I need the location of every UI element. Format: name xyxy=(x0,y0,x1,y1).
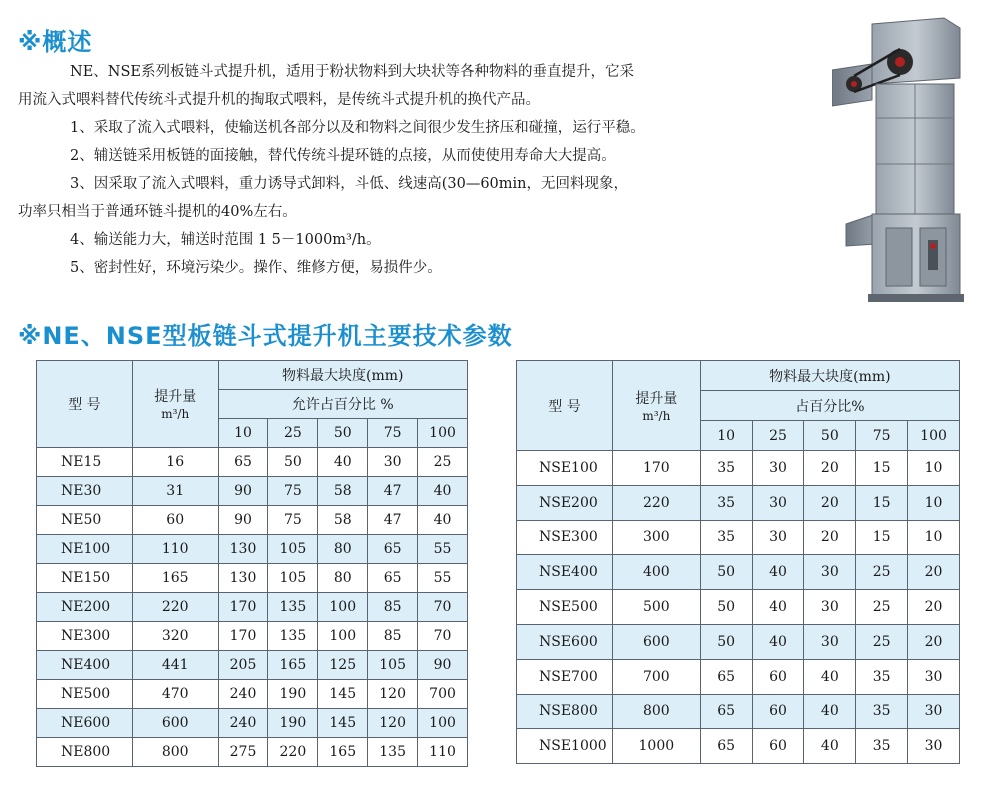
nse-cell-capacity: 170 xyxy=(612,451,700,486)
ne-cell-value: 190 xyxy=(268,680,318,709)
nse-cell-value: 30 xyxy=(804,590,856,625)
nse-cell-value: 40 xyxy=(752,590,804,625)
overview-heading: ※概述 xyxy=(18,28,93,56)
ne-pct-header: 75 xyxy=(368,419,418,448)
ne-cell-capacity: 441 xyxy=(132,651,218,680)
nse-cell-value: 30 xyxy=(752,451,804,486)
nse-cell-value: 20 xyxy=(908,624,960,659)
nse-header-capacity xyxy=(612,361,700,451)
ne-cell-value: 90 xyxy=(218,506,268,535)
ne-cell-model: NE600 xyxy=(37,709,133,738)
ne-cell-value: 190 xyxy=(268,709,318,738)
ne-cell-value: 85 xyxy=(368,622,418,651)
nse-pct-header: 100 xyxy=(908,421,960,451)
ne-cell-value: 90 xyxy=(418,651,468,680)
ne-cell-model: NE200 xyxy=(37,593,133,622)
nse-cell-value: 30 xyxy=(908,694,960,729)
ne-cell-value: 75 xyxy=(268,477,318,506)
nse-cell-value: 65 xyxy=(700,729,752,764)
nse-cell-value: 10 xyxy=(908,520,960,555)
nse-table-row xyxy=(517,520,960,555)
nse-cell-model: NSE800 xyxy=(517,694,613,729)
ne-pct-header: 25 xyxy=(268,419,318,448)
nse-cell-capacity: 800 xyxy=(612,694,700,729)
nse-cell-value: 60 xyxy=(752,694,804,729)
ne-cell-value: 110 xyxy=(418,738,468,767)
ne-cell-value: 40 xyxy=(318,448,368,477)
ne-table-row xyxy=(37,651,468,680)
bucket-elevator-image xyxy=(832,14,992,306)
ne-cell-value: 170 xyxy=(218,622,268,651)
ne-pct-header: 100 xyxy=(418,419,468,448)
nse-cell-value: 50 xyxy=(700,624,752,659)
ne-cell-value: 105 xyxy=(268,535,318,564)
ne-cell-value: 170 xyxy=(218,593,268,622)
ne-cell-capacity: 31 xyxy=(132,477,218,506)
ne-cell-capacity: 320 xyxy=(132,622,218,651)
nse-cell-capacity: 220 xyxy=(612,485,700,520)
nse-cell-value: 60 xyxy=(752,659,804,694)
nse-table-row xyxy=(517,694,960,729)
ne-cell-value: 80 xyxy=(318,535,368,564)
ne-table-row xyxy=(37,535,468,564)
ne-table-row xyxy=(37,564,468,593)
nse-table-row xyxy=(517,624,960,659)
nse-cell-value: 40 xyxy=(804,729,856,764)
nse-cell-value: 15 xyxy=(856,485,908,520)
nse-cell-value: 25 xyxy=(856,624,908,659)
parameters-heading: ※NE、NSE型板链斗式提升机主要技术参数 xyxy=(18,322,513,350)
ne-cell-value: 205 xyxy=(218,651,268,680)
ne-cell-value: 40 xyxy=(418,506,468,535)
ne-cell-value: 100 xyxy=(418,709,468,738)
ne-header-percent: 允许占百分比 % xyxy=(218,390,467,419)
nse-cell-capacity: 300 xyxy=(612,520,700,555)
nse-cell-value: 15 xyxy=(856,520,908,555)
ne-cell-capacity: 110 xyxy=(132,535,218,564)
ne-table-row xyxy=(37,709,468,738)
nse-cell-value: 20 xyxy=(804,520,856,555)
ne-cell-model: NE800 xyxy=(37,738,133,767)
ne-cell-value: 100 xyxy=(318,593,368,622)
ne-cell-value: 58 xyxy=(318,506,368,535)
nse-cell-value: 60 xyxy=(752,729,804,764)
nse-cell-value: 50 xyxy=(700,555,752,590)
nse-cell-value: 30 xyxy=(752,485,804,520)
nse-cell-capacity: 700 xyxy=(612,659,700,694)
ne-cell-value: 145 xyxy=(318,680,368,709)
ne-cell-value: 130 xyxy=(218,564,268,593)
ne-cell-value: 135 xyxy=(268,622,318,651)
feature-point-5: 5、密封性好，环境污染少。操作、维修方便，易损件少。 xyxy=(70,260,442,276)
ne-cell-value: 70 xyxy=(418,622,468,651)
nse-cell-value: 40 xyxy=(804,694,856,729)
nse-header-capacity-label: 提升量 xyxy=(635,390,678,407)
nse-table-row xyxy=(517,659,960,694)
nse-cell-model: NSE400 xyxy=(517,555,613,590)
ne-cell-value: 80 xyxy=(318,564,368,593)
ne-cell-value: 50 xyxy=(268,448,318,477)
ne-cell-value: 55 xyxy=(418,535,468,564)
ne-cell-capacity: 470 xyxy=(132,680,218,709)
nse-cell-value: 40 xyxy=(752,624,804,659)
ne-header-capacity-unit: m³/h xyxy=(161,407,190,421)
ne-cell-value: 105 xyxy=(268,564,318,593)
ne-cell-value: 135 xyxy=(268,593,318,622)
nse-cell-value: 35 xyxy=(700,520,752,555)
nse-cell-value: 20 xyxy=(804,485,856,520)
ne-cell-value: 135 xyxy=(368,738,418,767)
nse-cell-model: NSE200 xyxy=(517,485,613,520)
ne-cell-value: 165 xyxy=(268,651,318,680)
nse-cell-model: NSE300 xyxy=(517,520,613,555)
nse-table-row xyxy=(517,485,960,520)
ne-cell-value: 120 xyxy=(368,709,418,738)
nse-cell-value: 20 xyxy=(908,555,960,590)
nse-header-capacity-unit: m³/h xyxy=(642,408,671,423)
nse-cell-value: 30 xyxy=(804,555,856,590)
nse-cell-value: 30 xyxy=(752,520,804,555)
ne-cell-value: 220 xyxy=(268,738,318,767)
ne-cell-value: 105 xyxy=(368,651,418,680)
nse-cell-value: 25 xyxy=(856,590,908,625)
nse-table-row xyxy=(517,451,960,486)
ne-cell-value: 40 xyxy=(418,477,468,506)
ne-cell-value: 165 xyxy=(318,738,368,767)
ne-cell-value: 47 xyxy=(368,477,418,506)
nse-header-model: 型 号 xyxy=(517,361,613,451)
ne-cell-model: NE300 xyxy=(37,622,133,651)
ne-table-row xyxy=(37,680,468,709)
ne-table-row xyxy=(37,738,468,767)
ne-cell-value: 65 xyxy=(368,564,418,593)
nse-cell-value: 35 xyxy=(700,485,752,520)
ne-cell-value: 100 xyxy=(318,622,368,651)
ne-cell-value: 120 xyxy=(368,680,418,709)
nse-cell-model: NSE700 xyxy=(517,659,613,694)
ne-cell-value: 25 xyxy=(418,448,468,477)
ne-cell-capacity: 800 xyxy=(132,738,218,767)
nse-header-size: 物料最大块度(mm) xyxy=(700,361,959,391)
feature-point-4: 4、输送能力大，辅送时范围 1 5－1000m³/h。 xyxy=(70,232,381,248)
ne-cell-capacity: 16 xyxy=(132,448,218,477)
nse-cell-capacity: 1000 xyxy=(612,729,700,764)
nse-cell-value: 35 xyxy=(700,451,752,486)
nse-cell-capacity: 400 xyxy=(612,555,700,590)
nse-pct-header: 25 xyxy=(752,421,804,451)
nse-header-percent: 占百分比% xyxy=(700,391,959,421)
ne-cell-value: 90 xyxy=(218,477,268,506)
ne-cell-model: NE100 xyxy=(37,535,133,564)
ne-cell-value: 70 xyxy=(418,593,468,622)
ne-cell-value: 240 xyxy=(218,680,268,709)
ne-cell-value: 145 xyxy=(318,709,368,738)
ne-cell-value: 125 xyxy=(318,651,368,680)
ne-table-row xyxy=(37,506,468,535)
nse-spec-table xyxy=(516,360,960,764)
ne-cell-capacity: 165 xyxy=(132,564,218,593)
nse-table-row xyxy=(517,590,960,625)
nse-cell-value: 35 xyxy=(856,694,908,729)
nse-cell-capacity: 600 xyxy=(612,624,700,659)
nse-cell-value: 40 xyxy=(752,555,804,590)
ne-cell-value: 65 xyxy=(368,535,418,564)
nse-table-row xyxy=(517,555,960,590)
ne-spec-table xyxy=(36,360,468,767)
ne-table-row xyxy=(37,448,468,477)
ne-header-capacity-label: 提升量 xyxy=(154,389,197,405)
nse-cell-value: 50 xyxy=(700,590,752,625)
nse-cell-value: 35 xyxy=(856,729,908,764)
feature-point-1: 1、采取了流入式喂料，使输送机各部分以及和物料之间很少发生挤压和碰撞，运行平稳。 xyxy=(70,120,645,136)
ne-table-row xyxy=(37,593,468,622)
nse-cell-value: 20 xyxy=(908,590,960,625)
ne-header-capacity xyxy=(132,361,218,448)
nse-cell-value: 20 xyxy=(804,451,856,486)
nse-cell-value: 30 xyxy=(908,729,960,764)
nse-cell-model: NSE500 xyxy=(517,590,613,625)
ne-pct-header: 10 xyxy=(218,419,268,448)
nse-cell-value: 30 xyxy=(804,624,856,659)
nse-cell-model: NSE100 xyxy=(517,451,613,486)
feature-point-3-line-1: 3、因采取了流入式喂料，重力诱导式卸料，斗低、线速高(30—60min，无回料现象， xyxy=(70,176,629,192)
ne-cell-value: 85 xyxy=(368,593,418,622)
nse-cell-model: NSE600 xyxy=(517,624,613,659)
ne-cell-capacity: 600 xyxy=(132,709,218,738)
ne-cell-value: 130 xyxy=(218,535,268,564)
ne-cell-value: 47 xyxy=(368,506,418,535)
ne-cell-value: 65 xyxy=(218,448,268,477)
ne-cell-value: 58 xyxy=(318,477,368,506)
nse-cell-value: 65 xyxy=(700,694,752,729)
overview-text xyxy=(18,58,808,282)
nse-cell-value: 10 xyxy=(908,485,960,520)
ne-cell-model: NE500 xyxy=(37,680,133,709)
ne-cell-value: 240 xyxy=(218,709,268,738)
ne-table-row xyxy=(37,477,468,506)
ne-header-model: 型 号 xyxy=(37,361,133,448)
ne-table-row xyxy=(37,622,468,651)
nse-cell-value: 30 xyxy=(908,659,960,694)
ne-cell-value: 55 xyxy=(418,564,468,593)
ne-cell-capacity: 220 xyxy=(132,593,218,622)
nse-table-row xyxy=(517,729,960,764)
nse-cell-value: 10 xyxy=(908,451,960,486)
nse-cell-value: 35 xyxy=(856,659,908,694)
ne-cell-value: 275 xyxy=(218,738,268,767)
ne-cell-value: 30 xyxy=(368,448,418,477)
nse-cell-value: 40 xyxy=(804,659,856,694)
nse-cell-value: 25 xyxy=(856,555,908,590)
nse-cell-value: 15 xyxy=(856,451,908,486)
feature-point-2: 2、辅送链采用板链的面接触，替代传统斗提环链的点接，从而使使用寿命大大提高。 xyxy=(70,148,616,164)
nse-cell-value: 65 xyxy=(700,659,752,694)
nse-pct-header: 10 xyxy=(700,421,752,451)
ne-cell-model: NE30 xyxy=(37,477,133,506)
ne-header-size: 物料最大块度(mm) xyxy=(218,361,467,390)
ne-pct-header: 50 xyxy=(318,419,368,448)
intro-line-1: NE、NSE系列板链斗式提升机，适用于粉状物料到大块状等各种物料的垂直提升，它采 xyxy=(70,64,634,80)
ne-cell-model: NE50 xyxy=(37,506,133,535)
nse-pct-header: 75 xyxy=(856,421,908,451)
ne-cell-value: 75 xyxy=(268,506,318,535)
nse-pct-header: 50 xyxy=(804,421,856,451)
ne-cell-model: NE150 xyxy=(37,564,133,593)
ne-cell-capacity: 60 xyxy=(132,506,218,535)
ne-cell-value: 700 xyxy=(418,680,468,709)
feature-point-3-line-2: 功率只相当于普通环链斗提机的40%左右。 xyxy=(18,204,297,220)
nse-cell-model: NSE1000 xyxy=(517,729,613,764)
ne-cell-model: NE400 xyxy=(37,651,133,680)
ne-cell-model: NE15 xyxy=(37,448,133,477)
intro-line-2: 用流入式喂料替代传统斗式提升机的掏取式喂料，是传统斗式提升机的换代产品。 xyxy=(18,92,540,108)
nse-cell-capacity: 500 xyxy=(612,590,700,625)
